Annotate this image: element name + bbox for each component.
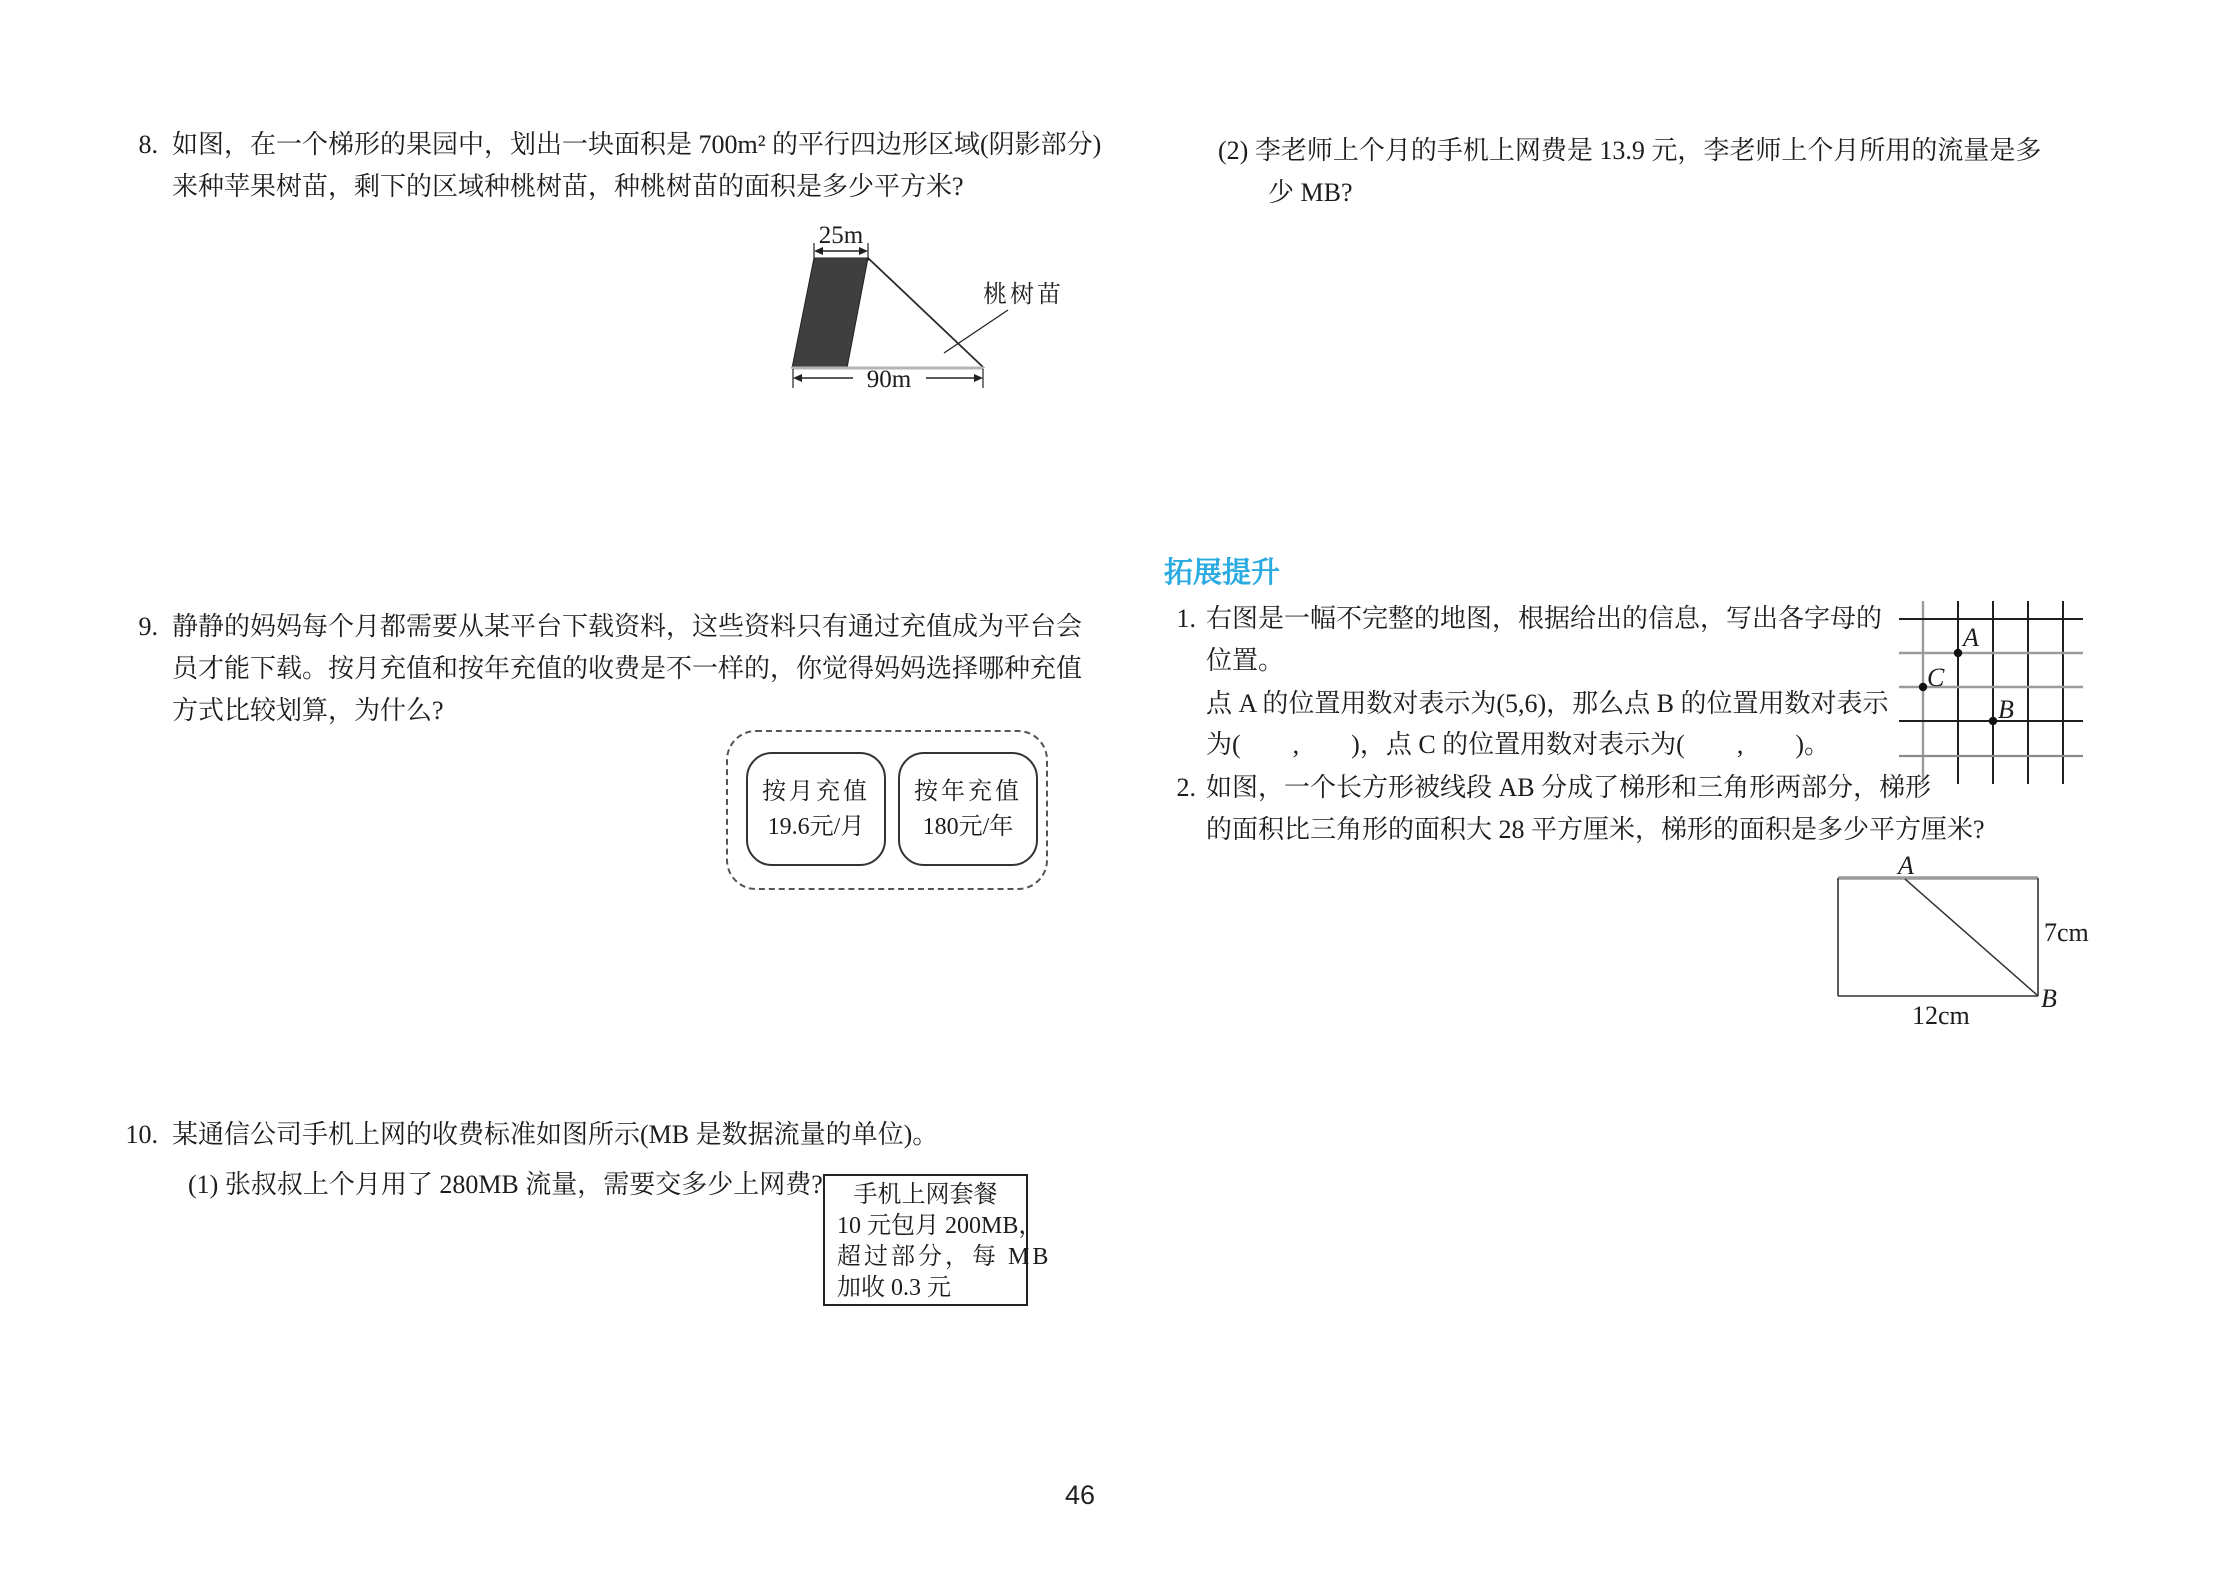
trapezoid-hypotenuse	[868, 258, 984, 368]
problem-9-line-3: 方式比较划算，为什么?	[172, 696, 444, 725]
expansion-1-line-1: 右图是一幅不完整的地图，根据给出的信息，写出各字母的	[1206, 604, 1883, 633]
dim-bottom-label: 90m	[866, 366, 912, 393]
yearly-plan-price: 180元/年	[922, 814, 1014, 840]
problem-9-line-1: 静静的妈妈每个月都需要从某平台下载资料，这些资料只有通过充值成为平台会	[172, 612, 1083, 641]
label-pointer-line	[944, 310, 1008, 353]
side-bottom-label: 12cm	[1912, 1001, 1970, 1030]
problem-10-sub-1: (1) 张叔叔上个月用了 280MB 流量，需要交多少上网费?	[188, 1170, 823, 1199]
expansion-1-number: 1.	[1176, 604, 1196, 633]
yearly-plan-title: 按年充值	[914, 779, 1022, 805]
problem-9-number: 9.	[138, 612, 158, 641]
vertex-b-label: B	[2041, 984, 2057, 1013]
peach-region-label: 桃树苗	[983, 282, 1064, 308]
problem-10-line-1: 某通信公司手机上网的收费标准如图所示(MB 是数据流量的单位)。	[172, 1120, 939, 1149]
problem-10-sub-2-line-1: (2) 李老师上个月的手机上网费是 13.9 元，李老师上个月所用的流量是多	[1218, 136, 2042, 165]
section-title-expansion: 拓展提升	[1164, 557, 1281, 589]
point-b-dot	[1989, 717, 1997, 725]
vertex-a-label: A	[1898, 851, 1914, 880]
expansion-1-line-4: 为( , )，点 C 的位置用数对表示为( , )。	[1206, 730, 1830, 759]
expansion-2-number: 2.	[1176, 773, 1196, 802]
monthly-plan-title: 按月充值	[762, 779, 870, 805]
problem-9-line-2: 员才能下载。按月充值和按年充值的收费是不一样的，你觉得妈妈选择哪种充值	[172, 654, 1083, 683]
data-plan-line-1: 10 元包月 200MB，	[837, 1213, 1043, 1239]
data-plan-line-3: 加收 0.3 元	[837, 1275, 951, 1301]
yearly-plan-box	[898, 752, 1038, 866]
point-c-dot	[1919, 683, 1927, 691]
problem-8-number: 8.	[138, 130, 158, 159]
segment-ab	[1905, 879, 2037, 995]
point-a-label: A	[1963, 623, 1979, 652]
data-plan-line-2: 超过部分，每 MB	[837, 1244, 1052, 1270]
point-c-label: C	[1927, 663, 1945, 692]
point-a-dot	[1954, 649, 1962, 657]
trapezoid-orchard-figure	[768, 212, 1068, 402]
data-plan-box-figure	[823, 1174, 1052, 1306]
page-number: 46	[1064, 1480, 1096, 1510]
monthly-plan-box	[746, 752, 886, 866]
problem-8-line-2: 来种苹果树苗，剩下的区域种桃树苗，种桃树苗的面积是多少平方米?	[172, 172, 964, 201]
problem-8-line-1: 如图，在一个梯形的果园中，划出一块面积是 700m² 的平行四边形区域(阴影部分)	[172, 130, 1102, 159]
map-grid-figure	[1890, 592, 2090, 794]
data-plan-title: 手机上网套餐	[853, 1182, 998, 1208]
problem-10-number: 10.	[125, 1120, 158, 1149]
monthly-plan-price: 19.6元/月	[767, 814, 865, 840]
expansion-2-line-2: 的面积比三角形的面积大 28 平方厘米，梯形的面积是多少平方厘米?	[1206, 815, 1985, 844]
arrowhead-right-icon	[974, 374, 983, 382]
shaded-parallelogram	[792, 258, 868, 368]
expansion-1-line-2: 位置。	[1206, 646, 1285, 675]
recharge-options-figure	[726, 730, 1048, 890]
expansion-1-line-3: 点 A 的位置用数对表示为(5,6)，那么点 B 的位置用数对表示	[1206, 689, 1889, 718]
dim-top-label: 25m	[818, 222, 864, 249]
expansion-2-line-1: 如图，一个长方形被线段 AB 分成了梯形和三角形两部分，梯形	[1206, 773, 1932, 802]
side-right-label: 7cm	[2044, 918, 2089, 947]
point-b-label: B	[1998, 695, 2014, 724]
problem-10-sub-2-line-2: 少 MB?	[1268, 178, 1353, 207]
arrowhead-left-icon	[793, 374, 802, 382]
rectangle-segment-figure	[1825, 846, 2125, 1036]
